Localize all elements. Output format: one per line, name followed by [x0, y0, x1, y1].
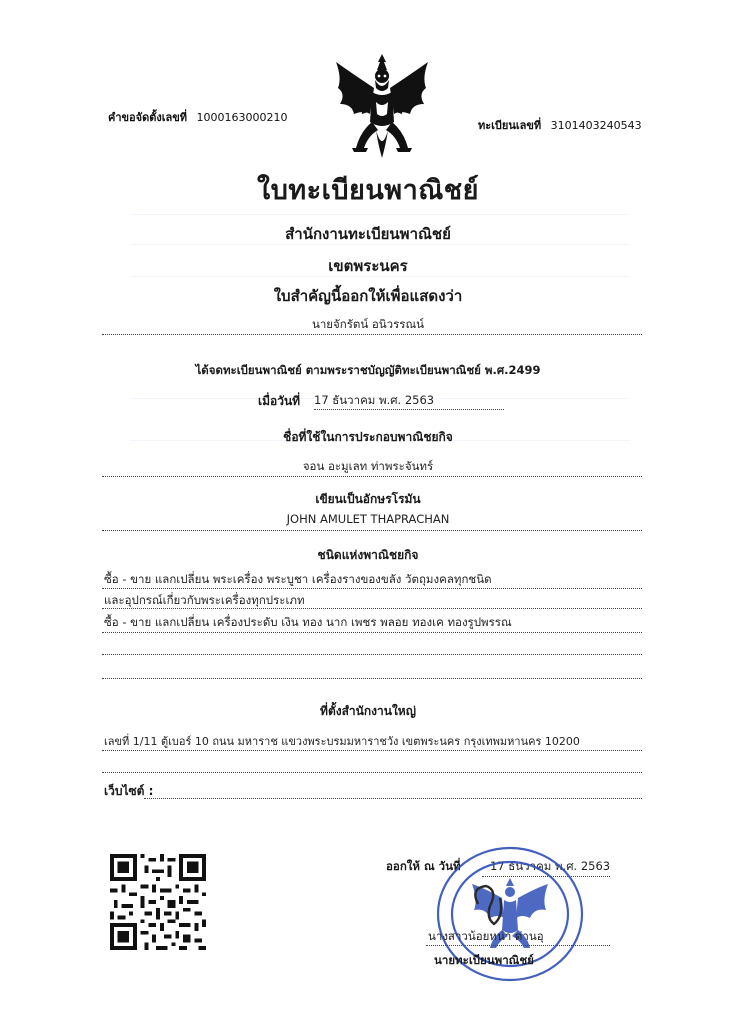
date-label: เมื่อวันที่ [258, 394, 301, 408]
signer-title: นายทะเบียนพาณิชย์ [434, 953, 534, 967]
registration-date: 17 ธันวาคม พ.ศ. 2563 [314, 393, 435, 407]
business-name: จอน อะมูเลท ท่าพระจันทร์ [302, 459, 434, 473]
headquarters-label: ที่ตั้งสำนักงานใหญ่ [320, 704, 416, 718]
business-type-line-1: ซื้อ - ขาย แลกเปลี่ยน พระเครื่อง พระบูชา เครื่องรางของขลัง วัตถุมงคลทุกชนิด [104, 572, 492, 586]
business-type-line-3: ซื้อ - ขาย แลกเปลี่ยน เครื่องประดับ เงิน ทอง นาก เพชร พลอย ทองเค ทองรูปพรรณ [104, 615, 512, 629]
owner-name: นายจักรัตน์ อนิวรรณน์ [311, 317, 425, 331]
signer-name: นางสาวน้อยหน่า ด่านอุ [428, 929, 544, 943]
business-type-label: ชนิดแห่งพาณิชยกิจ [317, 548, 419, 562]
registration-number-row [478, 116, 642, 134]
issued-statement: ใบสำคัญนี้ออกให้เพื่อแสดงว่า [273, 287, 463, 305]
website-label: เว็บไซต์ : [104, 784, 154, 798]
request-number-row [108, 108, 288, 126]
garuda-emblem-icon [330, 52, 434, 164]
qr-code-icon [110, 854, 206, 950]
office-name: สำนักงานทะเบียนพาณิชย์ [285, 225, 451, 243]
issued-at-label: ออกให้ ณ วันที่ [386, 859, 461, 873]
business-type-line-2: และอุปกรณ์เกี่ยวกับพระเครื่องทุกประเภท [104, 593, 305, 607]
roman-name-label: เขียนเป็นอักษรโรมัน [315, 492, 421, 506]
request-number: 1000163000210 [196, 111, 288, 124]
registration-number: 3101403240543 [550, 119, 642, 132]
request-number-label: คำขอจัดตั้งเลขที่ [108, 111, 188, 124]
registered-statement: ได้จดทะเบียนพาณิชย์ ตามพระราชบัญญัติทะเบียนพาณิชย์ พ.ศ.2499 [195, 363, 541, 377]
document-title: ใบทะเบียนพาณิชย์ [257, 175, 479, 206]
registration-number-label: ทะเบียนเลขที่ [478, 119, 542, 132]
issued-date: 17 ธันวาคม พ.ศ. 2563 [490, 859, 611, 873]
district-name: เขตพระนคร [328, 257, 408, 275]
roman-name: JOHN AMULET THAPRACHAN [286, 512, 450, 526]
business-name-label: ชื่อที่ใช้ในการประกอบพาณิชยกิจ [283, 430, 453, 444]
headquarters-address: เลขที่ 1/11 ตู้เบอร์ 10 ถนน มหาราช แขวงพระบรมมหาราชวัง เขตพระนคร กรุงเทพมหานคร 10200 [104, 735, 580, 748]
